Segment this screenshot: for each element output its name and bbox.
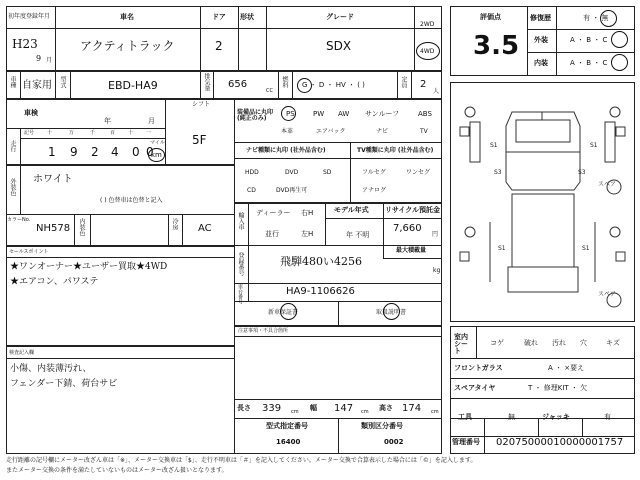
jack-value: 有: [604, 413, 611, 421]
recycle-value: 7,660: [393, 223, 422, 234]
diagram-spare-bottom: スペア: [598, 291, 617, 298]
color-code: NH578: [36, 223, 71, 234]
height-label: 高さ: [379, 404, 393, 412]
reg-month: 9: [36, 54, 42, 63]
interior-c-circle: [611, 54, 628, 71]
tv-item-0: フルセグ: [362, 169, 386, 176]
odometer-digit-0: 1: [48, 145, 56, 159]
length-unit: cm: [291, 409, 299, 415]
inspection-year: 年: [104, 117, 111, 125]
import-dealer: ディーラー: [256, 209, 291, 217]
displacement-value: 656: [228, 79, 248, 90]
navi-item-1: DVD: [285, 169, 299, 176]
car-name-label: 車名: [120, 13, 134, 21]
sales-point-line2: ★エアコン、パワステ: [10, 277, 99, 287]
odometer-header-3: 千: [90, 130, 96, 136]
color-note: ( ) 色替車は色替と記入: [100, 197, 163, 204]
seat-label: 室内シート: [454, 333, 468, 355]
ac-label: 冷房: [171, 218, 178, 230]
diagram-s1-left-top: S1: [490, 142, 498, 149]
exterior-label: 外装: [534, 36, 548, 44]
capacity-label: 定員: [400, 76, 407, 88]
registration-value: 飛騨480い4256: [280, 255, 362, 268]
equipment-label: 装備品に丸印 (純正のみ): [237, 109, 274, 122]
model-year-label: モデル年式: [334, 206, 369, 214]
import-parallel: 並行: [265, 230, 279, 238]
seat-option-1: 破れ: [524, 339, 538, 347]
navi-label: ナビ種類に丸印 (社外品含む): [246, 147, 326, 154]
width-unit: cm: [361, 409, 369, 415]
sales-point-line1: ★ワンオーナー★ユーザー買取★4WD: [10, 262, 168, 272]
max-load-label: 最大積載量: [396, 247, 427, 254]
length-label: 長さ: [237, 404, 251, 412]
recycle-label: リサイクル預託金: [385, 206, 441, 214]
diagram-spare-top: スペア: [598, 181, 617, 188]
odometer-header-2: 万: [69, 130, 75, 136]
seat-option-0: コゲ: [490, 339, 504, 347]
import-label: 輸入車: [237, 212, 244, 230]
inspection-month: 月: [148, 117, 155, 125]
color-code-label: カラーNo.: [7, 217, 31, 223]
equip-r1-2: AW: [338, 110, 350, 118]
interior-color-label: 内装色: [78, 218, 85, 236]
capacity-value: 2: [420, 79, 427, 90]
car-type: 自家用: [22, 80, 52, 91]
odometer-header-4: 百: [110, 130, 116, 136]
registration-label: 登録番号: [237, 252, 244, 276]
odometer-digit-3: 4: [111, 145, 119, 159]
tool-value: 無: [508, 413, 515, 421]
class-number: 0002: [384, 438, 404, 446]
fuel-label: 燃料: [281, 76, 288, 88]
navi-item-0: HDD: [245, 169, 259, 176]
score-value: 3.5: [473, 31, 520, 61]
equip-r1-4: ABS: [418, 110, 432, 118]
score-label: 評価点: [480, 13, 501, 21]
equip-r2-3: TV: [420, 128, 428, 135]
shift-value: 5F: [192, 133, 207, 147]
inspector-line2: フェンダー下錆、荷台サビ: [10, 379, 118, 389]
seat-option-3: 穴: [580, 339, 587, 347]
displacement-unit: CC: [266, 88, 273, 94]
equip-r2-1: エアバック: [316, 128, 346, 135]
height-unit: cm: [431, 409, 439, 415]
damage-diagram: [450, 82, 635, 322]
inspector-line1: 小傷、内装薄汚れ、: [10, 364, 92, 374]
width-label: 幅: [310, 404, 317, 412]
car-type-label: 車種: [9, 76, 16, 88]
equip-r2-2: ナビ: [376, 128, 389, 135]
navi-item-3: CD: [247, 187, 256, 194]
class-number-label: 類別区分番号: [361, 422, 403, 430]
odometer-header-1: 十: [47, 130, 53, 136]
odometer-header-6: 一: [146, 130, 152, 136]
inspection-label: 車検: [24, 109, 38, 117]
repair-label: 修復歴: [530, 14, 551, 22]
seat-option-4: キズ: [606, 339, 620, 347]
spare-tire-options: T ・ 修理KIT ・ 欠: [528, 384, 588, 392]
manage-value: 02075000010000001757: [496, 437, 624, 448]
model-label: 型式: [59, 76, 66, 88]
car-name: アクティトラック: [80, 39, 175, 53]
fuel-options: G ・ D ・ HV ・ ( ): [302, 81, 365, 89]
repair-options: 有 ・ 無: [583, 14, 609, 22]
reg-month-unit: 月: [46, 57, 53, 64]
chassis-label: 車台番号: [237, 284, 243, 304]
odometer-header-0: 記号: [24, 130, 35, 136]
manual-label: 取扱説明書: [376, 309, 407, 316]
equip-r1-1: PW: [313, 110, 325, 118]
diagram-s1-right-bottom: S1: [582, 245, 590, 252]
door-label: ドア: [212, 13, 226, 21]
sales-point-label: セールスポイント: [9, 249, 49, 255]
diagram-s1-right-top: S1: [590, 142, 598, 149]
navi-item-4: DVD再生可: [276, 187, 308, 194]
odometer-digit-1: 9: [70, 145, 78, 159]
import-right: 右H: [301, 209, 314, 217]
warranty-label: 新車保証書: [268, 309, 299, 316]
shape-label: 形状: [240, 13, 254, 21]
equip-r1-0: PS: [286, 110, 295, 118]
drive-2wd: 2WD: [420, 21, 435, 28]
reg-date-label: 初年度登録年月: [8, 13, 51, 20]
fuel-g-circle: [297, 78, 312, 93]
length-value: 339: [262, 403, 282, 414]
import-left: 左H: [301, 230, 314, 238]
drive-4wd: 4WD: [420, 48, 435, 55]
tv-item-2: アナログ: [362, 187, 387, 194]
ac-value: AC: [198, 223, 212, 234]
tool-label: 工具: [458, 413, 472, 421]
interior-label: 内装: [534, 59, 548, 67]
inspector-label: 検査記入欄: [9, 350, 35, 356]
door-count: 2: [215, 39, 223, 53]
grade-label: グレード: [326, 13, 354, 21]
odometer-header-5: 十: [128, 130, 134, 136]
type-number: 16400: [276, 438, 301, 446]
glass-label: フロントガラス: [454, 364, 503, 372]
manual-circle: [383, 303, 400, 320]
odometer-digit-4: 0: [132, 145, 140, 159]
unit-mile: マイル: [150, 140, 165, 146]
navi-item-2: SD: [323, 169, 332, 176]
glass-options: A ・ ×要え: [548, 364, 585, 372]
chassis-value: HA9-1106626: [286, 286, 355, 297]
capacity-unit: 人: [433, 88, 440, 95]
odometer-digit-5: 0: [146, 145, 154, 159]
footer-line2: またメーター交換の条件を満たしていないものはメーター改ざん扱いとなります。: [6, 467, 228, 474]
footer-line1: 走行距離の記号欄にメーター改ざん車は「※」、メーター交換車は「$」、走行不明車は「＃」を記入してください。メーター交換で合算表示した場合には「©」を記入します。: [6, 457, 477, 464]
warranty-circle: [280, 303, 297, 320]
model-value: EBD-HA9: [108, 79, 158, 92]
seat-option-2: 汚れ: [552, 339, 566, 347]
repair-none-circle: [600, 10, 617, 27]
interior-options: A ・ B ・ C: [570, 59, 608, 67]
exterior-c-circle: [611, 31, 628, 48]
height-value: 174: [402, 403, 422, 414]
drive-4wd-circle: [416, 42, 440, 60]
diagram-s3-right: S3: [578, 169, 586, 176]
max-load-unit: kg: [433, 267, 441, 274]
reg-era-year: H23: [12, 37, 38, 51]
travel-label: 走行: [9, 140, 16, 152]
width-value: 147: [334, 403, 354, 414]
equip-r2-0: 本革: [281, 128, 294, 135]
diagram-s1-left-bottom: S1: [498, 245, 506, 252]
model-year-value: 年 不明: [346, 231, 370, 239]
exterior-options: A ・ B ・ C: [570, 36, 608, 44]
displacement-label: 排気量: [203, 73, 210, 91]
notes-label: 注意事項・不具合箇所: [238, 328, 289, 334]
color-label: 外装色: [9, 178, 16, 196]
odometer-digit-2: 2: [91, 145, 99, 159]
spare-tire-label: スペアタイヤ: [454, 384, 496, 392]
color-value: ホワイト: [33, 174, 73, 185]
tv-item-1: ワンセグ: [406, 169, 431, 176]
recycle-yen: 円: [432, 231, 439, 238]
type-number-label: 型式指定番号: [266, 422, 308, 430]
shift-label: シフト: [192, 101, 211, 108]
jack-label: ジャッキ: [542, 413, 570, 421]
diagram-s3-left: S3: [494, 169, 502, 176]
unit-km: km: [151, 151, 162, 159]
equip-r1-3: サンルーフ: [365, 110, 400, 118]
grade-value: SDX: [326, 39, 352, 53]
manage-label: 管理番号: [452, 438, 480, 446]
tv-label: TV種類に丸印 (社外品含む): [357, 147, 434, 154]
